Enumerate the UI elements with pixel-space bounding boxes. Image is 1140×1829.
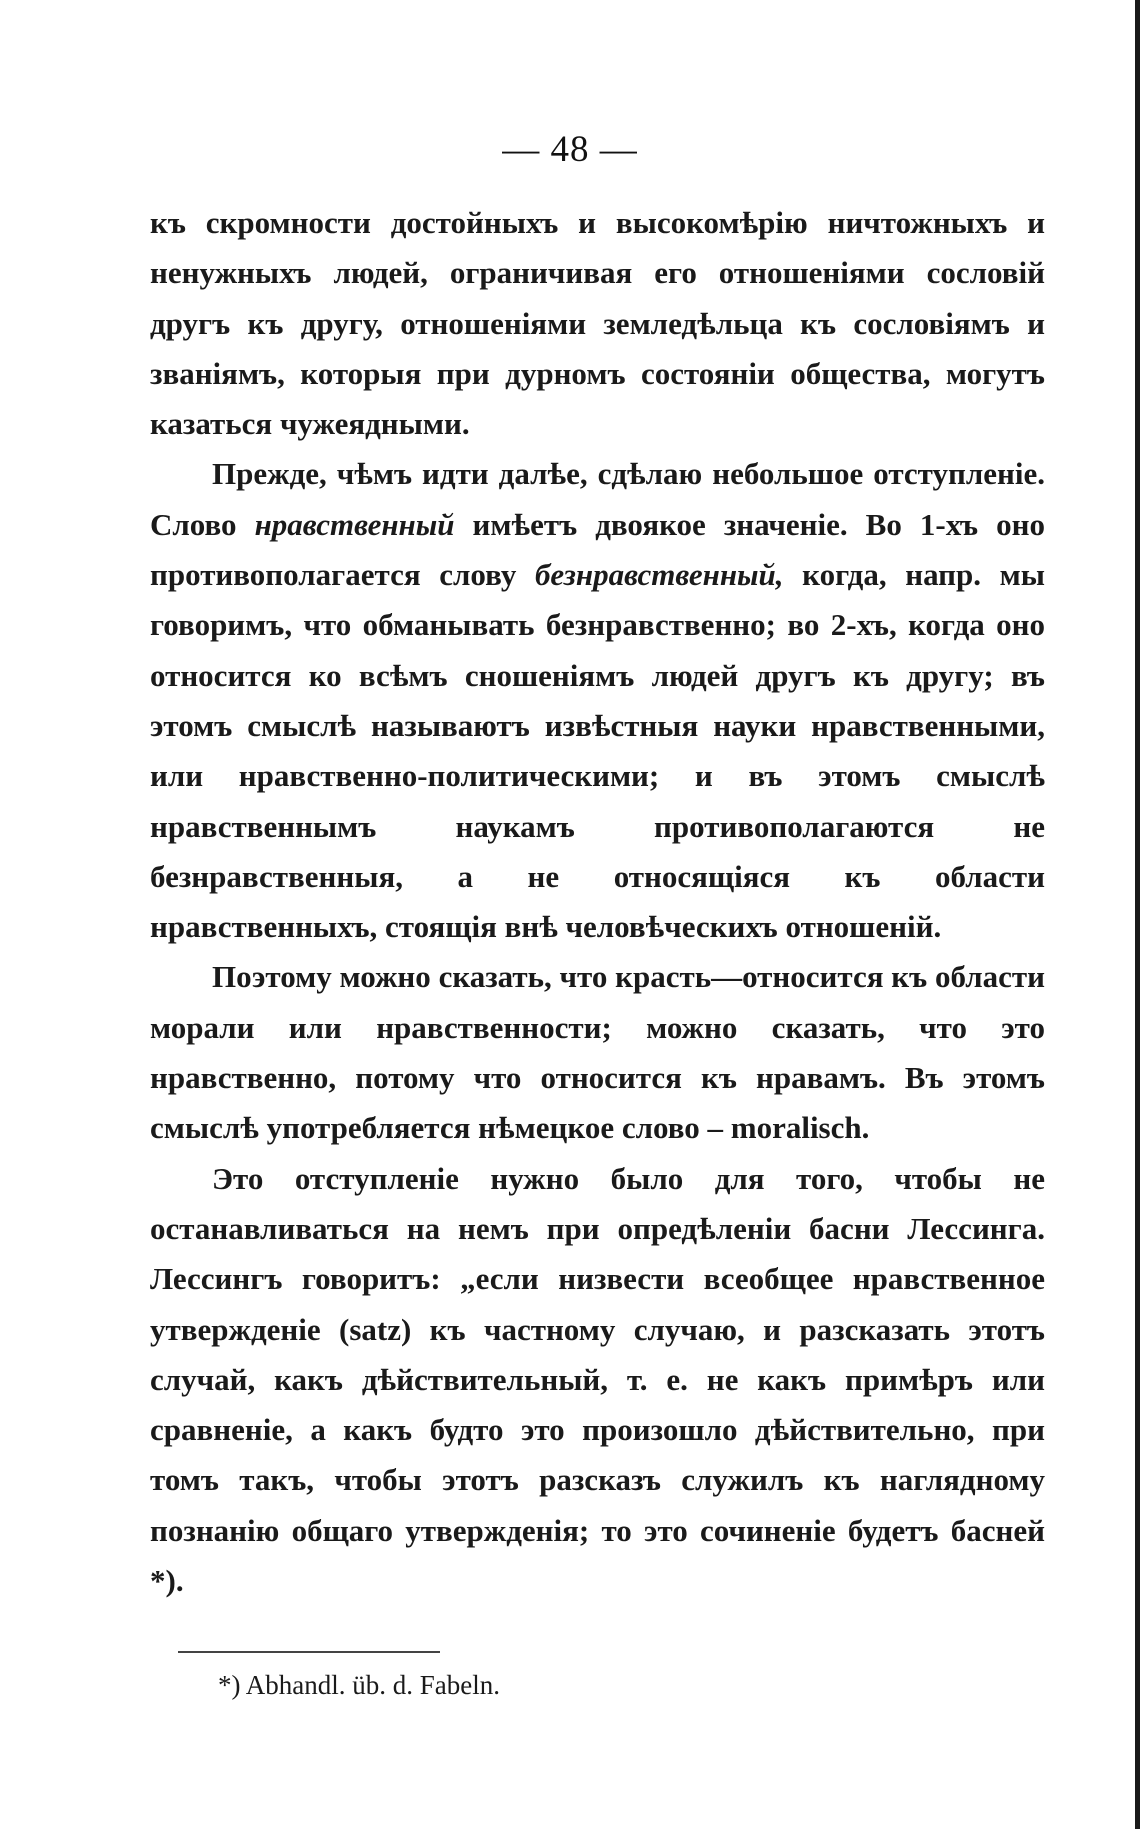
scan-edge (1135, 0, 1140, 1829)
paragraph-3: Поэтому можно сказать, что красть—относится къ области морали или нравственности; можно сказать, что это нравственно, потому что относится къ нравамъ. Въ этомъ смыслѣ употребляется нѣмецкое слово – moralisch. (150, 959, 1045, 1146)
page-number: — 48 — (502, 129, 638, 170)
paragraph-2-part-3: когда, напр. мы говоримъ, что обманывать безнравственно; во 2-хъ, когда оно относится ко всѣмъ сношеніямъ людей другъ къ другу; въ этомъ смыслѣ называютъ извѣстныя науки нравственными, или нравственно-политическими; и въ этомъ смыслѣ нравственнымъ наукамъ противополагаются не безнравственныя, а не относящіяся къ области нравственныхъ, стоящія внѣ человѣческихъ отношеній. (150, 557, 1045, 945)
body-text (150, 198, 1045, 1606)
footnote-divider (178, 1651, 440, 1653)
paragraph-2-part-1: Прежде, чѣмъ идти далѣе, сдѣлаю небольшое отступленіе. Слово (150, 456, 1045, 542)
italic-term-nravstvenny: нравственный (254, 506, 455, 542)
footnote: *) Abhandl. üb. d. Fabeln. (218, 1670, 500, 1700)
paragraph-1: къ скромности достойныхъ и высокомѣрію ничтожныхъ и ненужныхъ людей, ограничивая его отношеніями сословій другъ къ другу, отношеніями земледѣльца къ сословіямъ и званіямъ, которыя при дурномъ состояніи общества, могутъ казаться чужеядными. (150, 205, 1045, 442)
paragraph-4: Это отступленіе нужно было для того, чтобы не останавливаться на немъ при опредѣленіи басни Лессинга. Лессингъ говоритъ: „если низвести всеобщее нравственное утвержденіе (satz) къ частному случаю, и разсказать этотъ случай, какъ дѣйствительный, т. е. не какъ примѣръ или сравненіе, а какъ будто это произошло дѣйствительно, при томъ такъ, чтобы этотъ разсказъ служилъ къ наглядному познанію общаго утвержденія; то это сочиненіе будетъ басней *). (150, 1160, 1045, 1599)
italic-term-beznravstvenny: безнравственный, (534, 557, 784, 593)
paragraph-2 (150, 449, 1045, 952)
paragraph-2-part-2: имѣетъ двоякое значеніе. Во 1-хъ оно противополагается слову (150, 506, 1045, 593)
